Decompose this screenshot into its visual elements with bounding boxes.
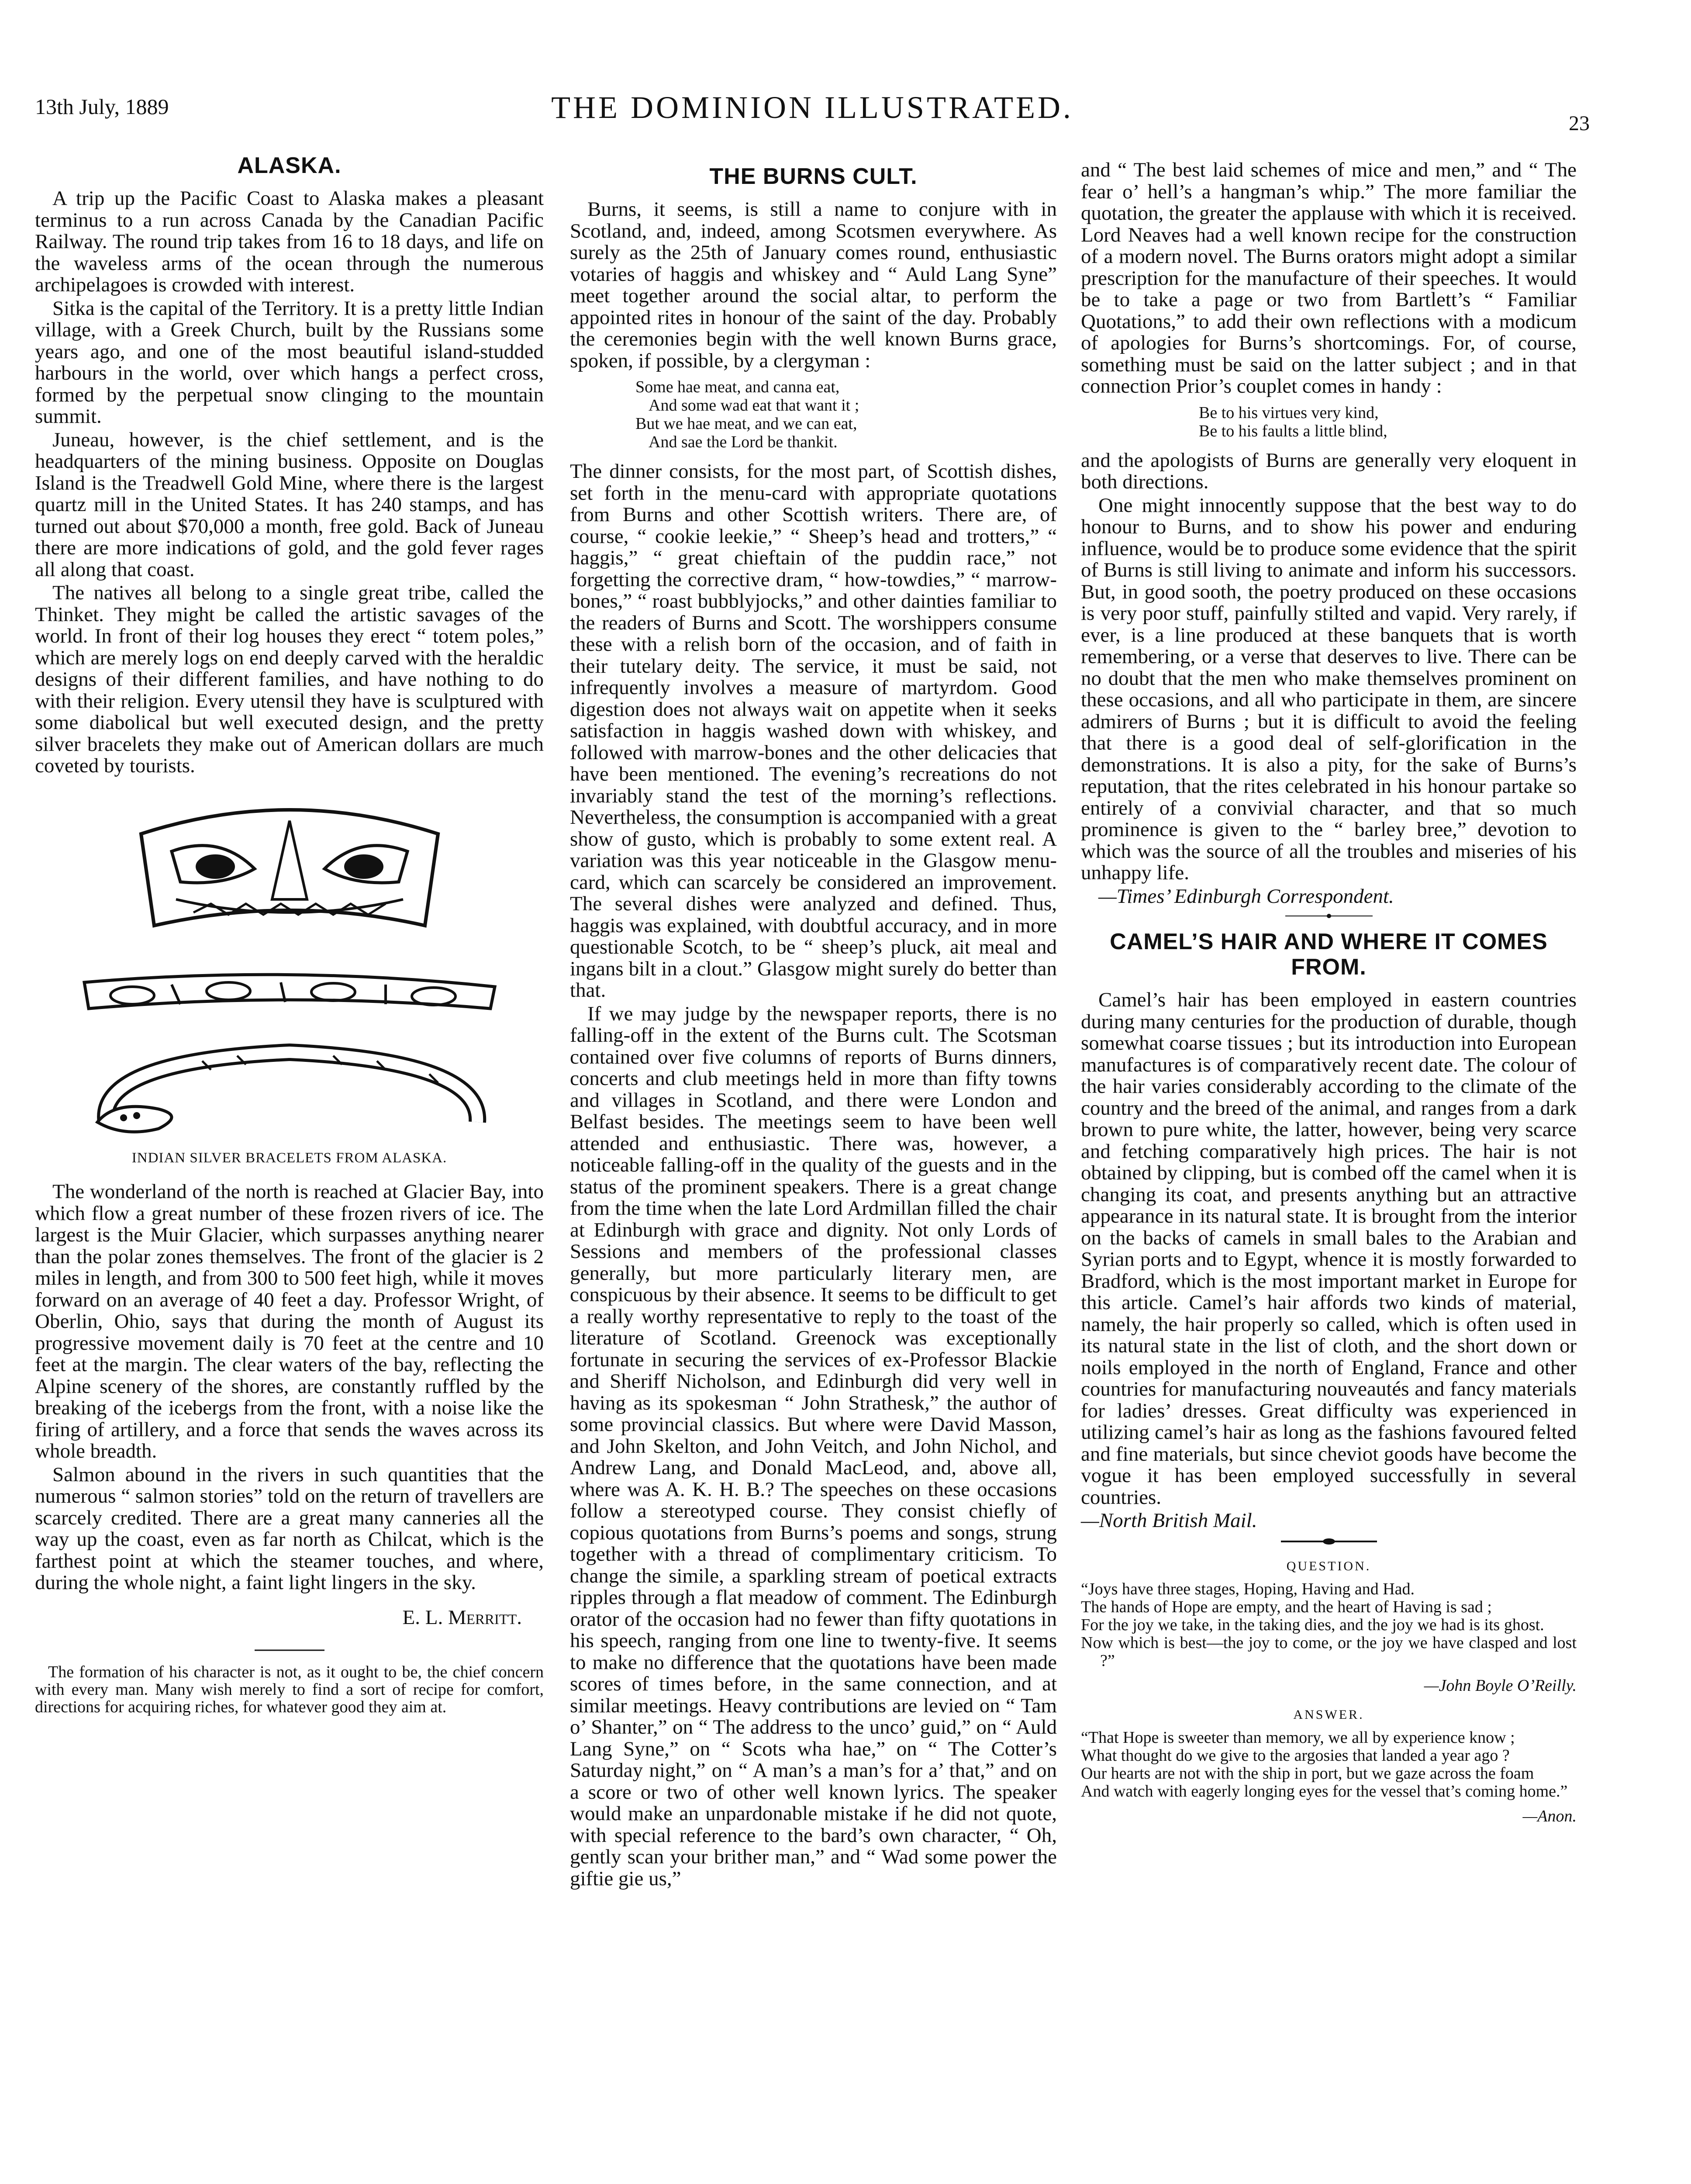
alaska-paragraph: A trip up the Pacific Coast to Alaska makes a pleasant terminus to a run across Canada by the Canadian Pacific Railway. The round trip takes from 16 to 18 days, and life on the waveless arms of the ocean through the numerous archipelagoes is crowded with interest. (35, 187, 544, 296)
verse-line: Some hae meat, and canna eat, (635, 378, 840, 396)
alaska-paragraph: Sitka is the capital of the Territory. It is a pretty little Indian village, with a Greek Church, built by the Russians some years ago, and one of the most beautiful island-studded harbours in the world, over which hangs a perfect cross, formed by the perpetual snow clinging to the mountain summit. (35, 297, 544, 428)
alaska-paragraph: The wonderland of the north is reached at Glacier Bay, into which flow a great number of these frozen rivers of ice. The largest is the Muir Glacier, which surpasses anything nearer than the polar zones themselves. The front of the glacier is 2 miles in length, and from 300 to 500 feet high, while it moves forward on an average of 40 feet a day. Professor Wright, of Oberlin, Ohio, says that during the month of August its progressive movement daily is 70 feet at the centre and 10 feet at the margin. The clear waters of the bay, reflecting the Alpine scenery of the shores, are constantly ruffled by the breaking of the icebergs from the front, with a noise like the firing of artillery, and a force that sends the waves across its whole breadth. (35, 1180, 544, 1462)
answer-heading: ANSWER. (1293, 1707, 1364, 1722)
burns-intro: Burns, it seems, is still a name to conjure with in Scotland, and, indeed, among Scotsmen everywhere. As surely as the 25th of January comes round, enthusiastic votaries of haggis and whiskey and “ Auld Lang Syne” meet together around the social altar, to perform the appointed rites in honour of the saint of the day. Probably the ceremonies begin with the well known Burns grace, spoken, if possible, by a clergyman : (570, 198, 1057, 372)
page-number: 23 (1569, 112, 1590, 135)
poem-line: For the joy we take, in the taking dies, and the joy we had is its ghost. (1081, 1616, 1544, 1634)
poem-line: The hands of Hope are empty, and the heart of Having is sad ; (1081, 1598, 1492, 1616)
verse-line: But we hae meat, and we can eat, (635, 415, 857, 433)
camel-paragraph: Camel’s hair has been employed in eastern countries during many centuries for the production of durable, though somewhat coarse tissues ; but its introduction into European manufactures is of comparatively recent date. The colour of the hair varies considerably according to the climate of the country and the breed of the animal, and ranges from a dark brown to pure white, the latter, however, being very scarce and fetching comparatively high prices. The hair is not obtained by clipping, but is combed off the camel when it is changing its coat, and presents anything but an attractive appearance in its natural state. It is brought from the interior on the backs of camels in small bales to the Arabian and Syrian ports and to Egypt, whence it is mostly forwarded to Bradford, which is the most important market in Europe for this article. Camel’s hair affords two kinds of material, namely, the hair properly so called, which is often used in its natural state in the list of cloth, and the short down or noils employed in the north of England, France and other countries for manufacturing nouveautés and fancy materials for ladies’ dresses. Great difficulty was experienced in utilizing camel’s hair as long as the fashions favoured felted and fine materials, but since cheviot goods have become the vogue it has been employed successfully in several countries. (1081, 988, 1577, 1509)
camel-heading: CAMEL’S HAIR AND WHERE IT COMES FROM. (1110, 929, 1548, 980)
burns-paragraph: One might innocently suppose that the best way to do honour to Burns, and to show his power and enduring influence, would be to produce some evidence that the spirit of Burns is still living to animate and inform his successors. But, in good sooth, the poetry produced on these occasions is very poor stuff, painfully stilted and vapid. Very rarely, if ever, is a line produced at these banquets that is worth remembering, or a verse that deserves to live. There can be no doubt that the men who make themselves prominent on these occasions, and all who participate in them, are sincere admirers of Burns ; but it is difficult to avoid the feeling that there is a good deal of self-glorification in the demonstrations. It is also a pity, for the sake of Burns’s reputation, that the rites celebrated in his honour partake so entirely of a convivial character, and that so much prominence is given to the “ barley bree,” devotion to which was the source of all the troubles and miseries of his unhappy life. (1081, 494, 1577, 884)
burns-source: —Times’ Edinburgh Correspondent. (1098, 885, 1394, 908)
poem-line: Now which is best—the joy to come, or the joy we have clasped and lost ?” (1081, 1634, 1577, 1670)
column-three (1081, 159, 1577, 1835)
alaska-paragraph: The natives all belong to a single great tribe, called the Thinket. They might be called the artistic savages of the world. In front of their log houses they erect “ totem poles,” which are merely logs on end deeply carved with the heraldic designs of their different families, and have nothing to do with their religion. Every utensil they have is sculptured with some diabolical but well executed design, and the pretty silver bracelets they make out of American dollars are much coveted by tourists. (35, 581, 544, 777)
footnote: The formation of his character is not, as it ought to be, the chief concern with every man. Many wish merely to find a sort of recipe for comfort, directions for acquiring riches, for whatever good they aim at. (35, 1663, 544, 1716)
bracelet-top-icon (124, 795, 456, 952)
alaska-paragraph: Juneau, however, is the chief settlement, and is the headquarters of the mining business. Opposite on Douglas Island is the Treadwell Gold Mine, where there is the largest quartz mill in the United States. It has 240 stamps, and has turned out about $70,000 a month, free gold. Back of Juneau there are more indications of gold, and the gold fever rages all along that coast. (35, 428, 544, 581)
poem-line: Our hearts are not with the ship in port, but we gaze across the foam (1081, 1764, 1534, 1783)
bracelet-serpent-icon (71, 1035, 508, 1144)
ornament-divider (1281, 1536, 1377, 1547)
bracelet-band-icon (71, 961, 508, 1026)
burns-heading: THE BURNS CULT. (709, 164, 918, 189)
ornament-divider (1285, 912, 1373, 920)
ornament-divider (255, 1646, 324, 1655)
poem-attribution: —Anon. (1522, 1807, 1577, 1825)
poem-line: “That Hope is sweeter than memory, we all by experience know ; (1081, 1728, 1515, 1747)
verse-line: Be to his faults a little blind, (1199, 422, 1387, 440)
burns-paragraph: The dinner consists, for the most part, of Scottish dishes, set forth in the menu-card with appropriate quotations from Burns and other Scottish writers. There are, of course, “ cookie leekie,” “ Sheep’s head and trotters,” “ haggis,” “ great chieftain of the puddin race,” not forgetting the corrective dram, “ how-towdies,” “ marrow-bones,” “ roast bubblyjocks,” and other dainties familiar to the readers of Burns and Scott. The worshippers consume these with a relish born of the occasion, and of faith in their tutelary deity. The service, it must be said, not infrequently involves a measure of martyrdom. Good digestion does not always wait on appetite when it seeks satisfaction in haggis washed down with whiskey, and followed with marrow-bones and the other delicacies that have been mentioned. The evening’s recreations do not invariably stand the test of the morning’s reflections. Nevertheless, the consumption is accompanied with a great show of gusto, which is probably to some extent real. A variation was this year noticeable in the Glasgow menu-card, which can scarcely be considered an improvement. The several dishes were analyzed and defined. Thus, haggis was explained, with doubtful accuracy, and in more questionable Scotch, to be “ sheep’s pluck, ait meal and ingans bilt in a clout.” Glasgow might surely do better than that. (570, 460, 1057, 1002)
poem-line: “Joys have three stages, Hoping, Having and Had. (1081, 1580, 1415, 1598)
poem-line: And watch with eagerly longing eyes for the vessel that’s coming home.” (1081, 1782, 1568, 1800)
author-byline: E. L. Merritt. (402, 1606, 522, 1629)
poem-line: What thought do we give to the argosies that landed a year ago ? (1081, 1746, 1510, 1765)
prior-couplet (1081, 404, 1577, 440)
issue-date: 13th July, 1889 (35, 94, 169, 119)
alaska-paragraph: Salmon abound in the rivers in such quantities that the numerous “ salmon stories” told on the return of travellers are scarcely credited. There are a great many canneries all the way up the coast, even as far north as Chilcat, which is the farthest point at which the steamer touches, and where, during the whole night, a faint light lingers in the sky. (35, 1463, 544, 1594)
column-alaska (35, 153, 544, 1716)
alaska-heading: ALASKA. (237, 153, 342, 178)
bracelet-illustration (35, 795, 544, 1144)
publication-title: THE DOMINION ILLUSTRATED. (551, 90, 1073, 125)
camel-source: —North British Mail. (1081, 1509, 1257, 1532)
column-burns (570, 164, 1057, 1891)
verse-line: And some wad eat that want it ; (649, 396, 859, 415)
burns-paragraph: If we may judge by the newspaper reports, there is no falling-off in the extent of the Burns cult. The Scotsman contained over five columns of reports of Burns dinners, concerts and club meetings held in more than fifty towns and villages in Scotland, and there were London and Belfast besides. The meetings seem to have been well attended and enthusiastic. There was, however, a noticeable falling-off in the quality of the guests and in the status of the prominent speakers. There is a great change from the time when the late Lord Ardmillan filled the chair at Edinburgh with grace and dignity. Not only Lords of Sessions and members of the professional classes generally, but more particularly literary men, are conspicuous by their absence. It seems to be difficult to get a really worthy representative to reply to the toast of the literature of Scotland. Greenock was exceptionally fortunate in securing the services of ex-Professor Blackie and Sheriff Nicholson, and Edinburgh did very well in having as its spokesman “ John Strathesk,” the author of some provincial classics. But where were David Masson, and John Skelton, and John Veitch, and John Nichol, and Andrew Lang, and Donald MacLeod, and, above all, where was A. K. H. B.? The speeches on these occasions follow a stereotyped course. They consist chiefly of copious quotations from Burns’s poems and songs, strung together with a thread of complimentary criticism. To change the simile, a sparkling stream of poetical extracts ripples through a flat meadow of comment. The Edinburgh orator of the occasion had no fewer than fifty quotations in his speech, ranging from one line to twenty-five. It seems to make no difference that the quotations have been made scores of times before, in the same connection, and at similar meetings. Heavy contributions are levied on “ Tam o’ Shanter,” on “ The address to the unco’ guid,” on “ Auld Lang Syne,” on “ Scots wha hae,” on “ The Cotter’s Saturday night,” on “ A man’s a man’s for a’ that,” and on a score or two of other well known lyrics. The speaker would make an unpardonable mistake if he did not quote, with special reference to the bard’s own character, “ Oh, gently scan your brither man,” and “ Wad some power the giftie gie us,” (570, 1002, 1057, 1890)
verse-line: Be to his virtues very kind, (1199, 403, 1379, 422)
burns-continued: and “ The best laid schemes of mice and men,” and “ The fear o’ hell’s a hangman’s whip.” The more familiar the quotation, the greater the applause with which it is received. Lord Neaves had a well known recipe for the construction of a modern novel. The Burns orators might adopt a similar prescription for the manufacture of their speeches. It would be to take a page or two from Bartlett’s “ Familiar Quotations,” to add their own reflections with a modicum of apologies for Burns’s shortcomings. For, of course, something must be said on the latter subject ; and in that connection Prior’s couplet comes in handy : (1081, 159, 1577, 397)
question-heading: QUESTION. (1286, 1559, 1371, 1573)
burns-grace (570, 378, 1057, 451)
figure-caption: INDIAN SILVER BRACELETS FROM ALASKA. (131, 1150, 447, 1166)
burns-paragraph: and the apologists of Burns are generally very eloquent in both directions. (1081, 449, 1577, 493)
verse-line: And sae the Lord be thankit. (649, 433, 838, 451)
poem-attribution: —John Boyle O’Reilly. (1424, 1676, 1577, 1695)
running-head (35, 85, 1590, 142)
